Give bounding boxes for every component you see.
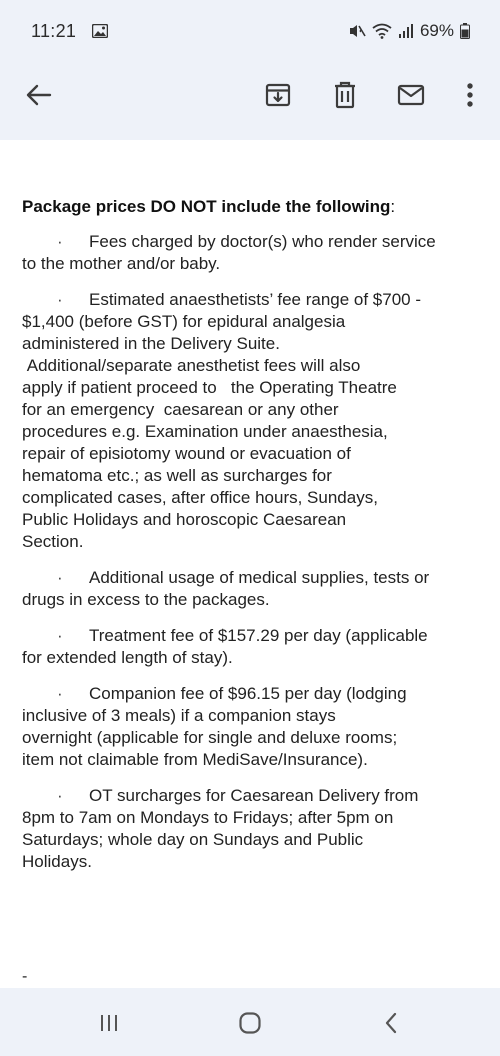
- app-header: [0, 0, 500, 140]
- bullet-dot: ·: [57, 786, 63, 805]
- list-item-first-line: OT surcharges for Caesarean Delivery from: [89, 786, 419, 805]
- home-icon[interactable]: [235, 1010, 265, 1036]
- list-item-text: inclusive of 3 meals) if a companion stays overnight (applicable for single and deluxe rooms; item not claimable from MediSave/Insurance).: [22, 706, 398, 769]
- bullet-dot: ·: [57, 290, 63, 309]
- list-item-text: 8pm to 7am on Mondays to Fridays; after 5pm on Saturdays; whole day on Sundays and Public Holidays.: [22, 808, 394, 871]
- status-bar: [0, 0, 500, 64]
- list-item-text: $1,400 (before GST) for epidural analgesia administered in the Delivery Suite. Additional/separate anesthetist fees will also apply if patient proceed to the Operating Theatre for an emergency caesarean or any other procedures e.g. Examination under anaesthesia, repair of episiotomy wound or evacuation of hematoma etc.; as well as surcharges for complicated cases, after office hours, Sundays, Public Holidays and horoscopic Caesarean Section.: [22, 312, 397, 551]
- list-item: [22, 567, 482, 611]
- list-item: [22, 785, 482, 873]
- more-vert-icon[interactable]: [455, 80, 485, 110]
- bullet-dot: ·: [57, 568, 63, 587]
- list-item-text: drugs in excess to the packages.: [22, 590, 270, 609]
- list-item: [22, 289, 482, 553]
- list-item-first-line: Estimated anaesthetists’ fee range of $700 -: [89, 290, 422, 309]
- mail-icon[interactable]: [396, 80, 426, 110]
- status-time: 11:21: [31, 21, 77, 41]
- bullet-dot: ·: [57, 684, 63, 703]
- list-item: [22, 625, 482, 669]
- back-icon[interactable]: [376, 1010, 406, 1036]
- exclusions-heading: Package prices DO NOT include the following:: [22, 197, 396, 216]
- wifi-icon: [372, 23, 392, 39]
- trailing-dash: -: [22, 968, 28, 985]
- list-item-first-line: Companion fee of $96.15 per day (lodging: [89, 684, 407, 703]
- battery-icon: [460, 23, 470, 39]
- bullet-dot: ·: [57, 626, 63, 645]
- email-toolbar: [0, 68, 500, 124]
- battery-percent: 69%: [419, 21, 454, 40]
- mute-icon: [348, 23, 366, 39]
- bullet-dot: ·: [57, 232, 63, 251]
- list-item: [22, 231, 482, 275]
- list-item-text: to the mother and/or baby.: [22, 254, 221, 273]
- signal-icon: [398, 23, 414, 39]
- list-item-first-line: Additional usage of medical supplies, tests or: [89, 568, 430, 587]
- gallery-notification-icon: [92, 24, 108, 43]
- status-indicators: [348, 21, 470, 41]
- archive-icon[interactable]: [263, 80, 293, 110]
- system-nav-bar: [0, 988, 500, 1056]
- recents-icon[interactable]: [94, 1010, 124, 1036]
- email-body: [22, 196, 482, 887]
- trash-icon[interactable]: [330, 80, 360, 110]
- list-item-first-line: Treatment fee of $157.29 per day (applicable: [89, 626, 428, 645]
- list-item-first-line: Fees charged by doctor(s) who render service: [89, 232, 436, 251]
- list-item-text: for extended length of stay).: [22, 648, 233, 667]
- back-arrow-icon[interactable]: [24, 80, 54, 110]
- list-item: [22, 683, 482, 771]
